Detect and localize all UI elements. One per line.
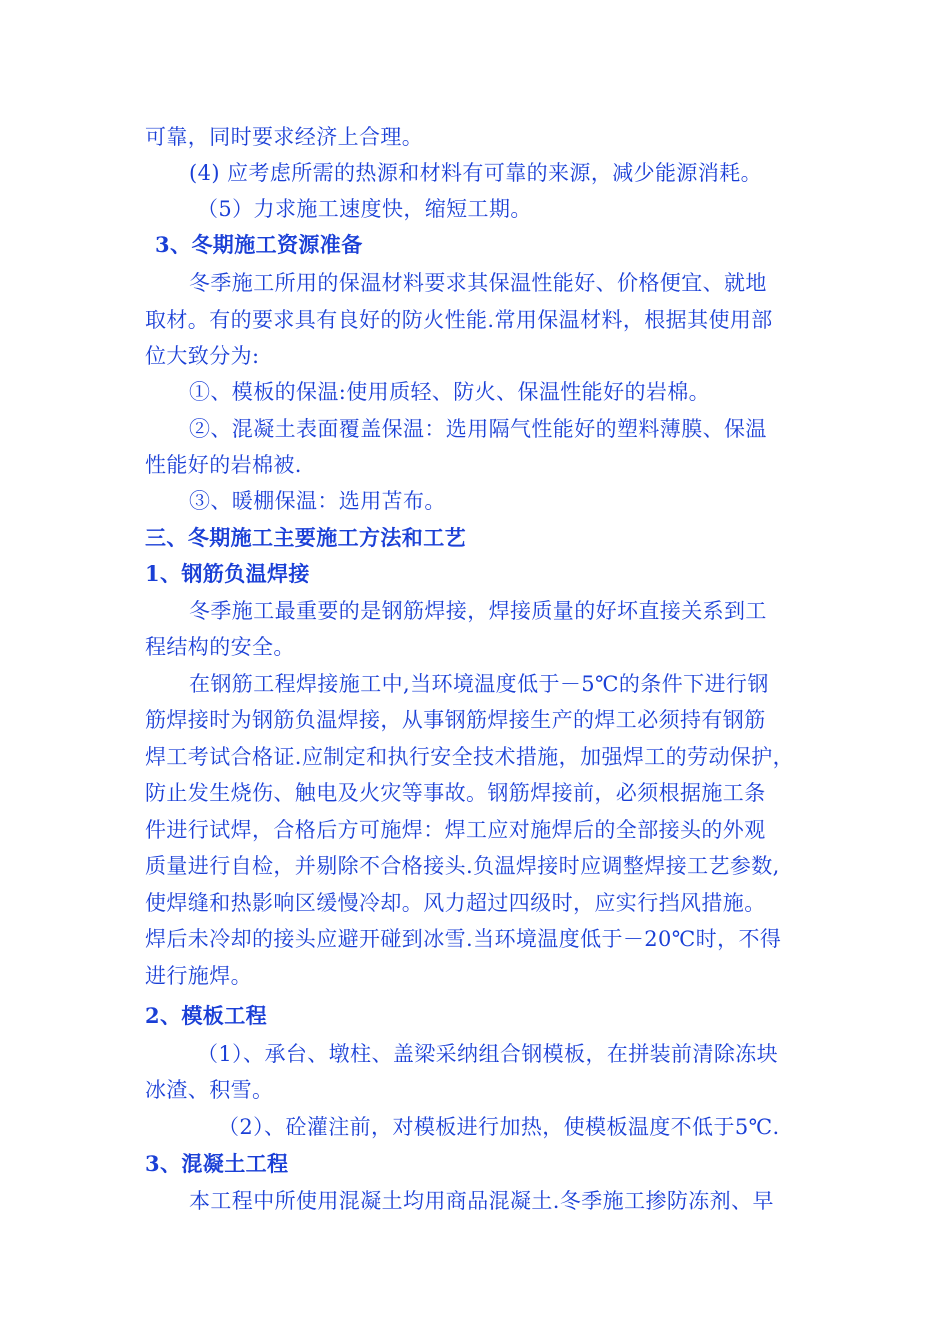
paragraph-line: 性能好的岩棉被.	[145, 453, 302, 477]
list-item-2: （2）、砼灌注前，对模板进行加热，使模板温度不低于5℃.	[218, 1115, 780, 1139]
paragraph-line: 取材。有的要求具有良好的防火性能.常用保温材料，根据其使用部	[145, 308, 773, 332]
paragraph-line: 冬季施工所用的保温材料要求其保温性能好、价格便宜、就地	[189, 271, 767, 295]
paragraph-line: 质量进行自检，并剔除不合格接头.负温焊接时应调整焊接工艺参数,	[145, 854, 780, 878]
paragraph-line: 件进行试焊，合格后方可施焊：焊工应对施焊后的全部接头的外观	[145, 818, 766, 842]
paragraph-line: 焊工考试合格证.应制定和执行安全技术措施，加强焊工的劳动保护，	[145, 745, 795, 769]
chapter-heading-methods: 三、冬期施工主要施工方法和工艺	[145, 525, 466, 550]
section-heading-resource-prep: 3、冬期施工资源准备	[155, 232, 363, 257]
section-heading-welding: 1、钢筋负温焊接	[145, 561, 310, 586]
paragraph-line: 筋焊接时为钢筋负温焊接，从事钢筋焊接生产的焊工必须持有钢筋	[145, 708, 766, 732]
paragraph-line: 进行施焊。	[145, 964, 252, 988]
paragraph-line: 在钢筋工程焊接施工中,当环境温度低于－5℃的条件下进行钢	[189, 672, 769, 696]
list-item-4: (4) 应考虑所需的热源和材料有可靠的来源，减少能源消耗。	[189, 161, 763, 185]
paragraph-line: 使焊缝和热影响区缓慢冷却。风力超过四级时，应实行挡风措施。	[145, 891, 766, 915]
list-item-1: （1）、承台、墩柱、盖梁采纳组合钢模板，在拼装前清除冻块	[197, 1042, 779, 1066]
paragraph-line: 本工程中所使用混凝土均用商品混凝土.冬季施工掺防冻剂、早	[189, 1189, 774, 1213]
paragraph-line: 焊后未冷却的接头应避开碰到冰雪.当环境温度低于－20℃时，不得	[145, 927, 782, 951]
paragraph-line: 程结构的安全。	[145, 635, 295, 659]
paragraph-line: 冰渣、积雪。	[145, 1078, 274, 1102]
paragraph-line: 可靠，同时要求经济上合理。	[145, 125, 424, 149]
section-heading-formwork: 2、模板工程	[145, 1003, 268, 1028]
section-heading-concrete: 3、混凝土工程	[145, 1151, 289, 1176]
list-item-2: ②、混凝土表面覆盖保温：选用隔气性能好的塑料薄膜、保温	[189, 417, 767, 441]
paragraph-line: 防止发生烧伤、触电及火灾等事故。钢筋焊接前，必须根据施工条	[145, 781, 766, 805]
list-item-5: （5）力求施工速度快，缩短工期。	[197, 197, 532, 221]
paragraph-line: 位大致分为:	[145, 344, 260, 368]
paragraph-line: 冬季施工最重要的是钢筋焊接，焊接质量的好坏直接关系到工	[189, 599, 767, 623]
list-item-1: ①、模板的保温:使用质轻、防火、保温性能好的岩棉。	[189, 380, 711, 404]
list-item-3: ③、暖棚保温：选用苫布。	[189, 489, 446, 513]
